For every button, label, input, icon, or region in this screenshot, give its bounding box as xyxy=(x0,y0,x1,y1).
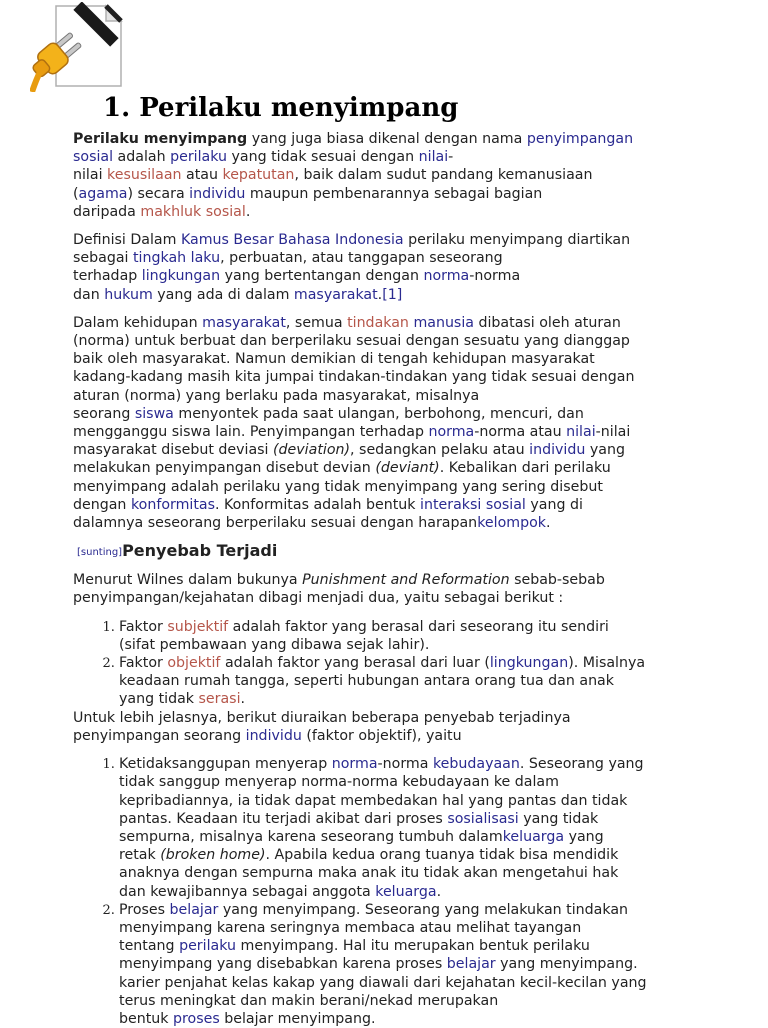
text: . xyxy=(436,883,442,900)
edit-section-link[interactable]: [sunting] xyxy=(77,547,123,559)
text: nilai xyxy=(73,167,108,184)
link-kebudayaan[interactable]: kebudayaan xyxy=(432,756,520,773)
text: sempurna, misalnya karena seseorang tumbuh dalam xyxy=(119,828,503,845)
text: dan xyxy=(73,286,105,303)
text: , perbuatan, atau tanggapan seseorang xyxy=(220,250,503,267)
section-paragraph xyxy=(73,709,713,745)
text: Faktor xyxy=(119,618,168,635)
link-konformitas[interactable]: konformitas xyxy=(130,496,215,513)
text: yang tidak xyxy=(518,810,599,827)
text: ) secara xyxy=(127,185,190,202)
definition-paragraph xyxy=(73,231,713,304)
text-line: keadaan rumah tangga, seperti hubungan antara orang tua dan anak xyxy=(119,673,614,690)
text: - xyxy=(448,149,454,166)
text: daripada xyxy=(73,203,141,220)
link-kesusilaan[interactable]: kesusilaan xyxy=(107,167,182,184)
text-line: (sifat pembawaan yang dibawa sejak lahir). xyxy=(119,636,430,653)
text-line: kepribadiannya, ia tidak dapat membedakan hal yang pantas dan tidak xyxy=(119,792,628,809)
link-tindakan[interactable]: tindakan xyxy=(347,314,409,331)
link-nilai[interactable]: nilai xyxy=(418,149,449,166)
link-individu[interactable]: individu xyxy=(189,185,246,202)
text: pantas. Keadaan itu terjadi akibat dari proses xyxy=(119,810,448,827)
society-paragraph xyxy=(73,314,713,532)
link-kepatutan[interactable]: kepatutan xyxy=(222,167,295,184)
section-title: Penyebab Terjadi xyxy=(122,541,278,561)
text: ( xyxy=(73,185,79,202)
text: retak xyxy=(119,847,161,864)
link-masyarakat[interactable]: masyarakat xyxy=(293,286,378,303)
text: Ketidaksanggupan menyerap xyxy=(119,756,332,773)
text-line: terus meningkat dan makin berani/nekad merupakan xyxy=(119,992,499,1009)
link-lingkungan[interactable]: lingkungan xyxy=(489,655,569,672)
text-line: menyimpang karena seringnya membaca atau melihat tayangan xyxy=(119,919,582,936)
bold-term: Perilaku menyimpang xyxy=(73,131,248,147)
link-objektif[interactable]: objektif xyxy=(167,655,221,672)
text: seorang xyxy=(73,405,135,422)
cause-list xyxy=(73,755,713,1028)
text: . xyxy=(545,515,551,532)
text: yang bertentangan dengan xyxy=(220,268,424,285)
link-kelompok[interactable]: kelompok xyxy=(477,515,546,532)
link-manusia[interactable]: manusia xyxy=(413,314,474,331)
text: . Kebalikan dari perilaku xyxy=(439,460,611,477)
text: ). Misalnya xyxy=(568,655,646,672)
link-tingkah-laku[interactable]: tingkah laku xyxy=(132,250,221,267)
text: dengan xyxy=(73,496,131,513)
article xyxy=(73,88,713,1028)
link-norma[interactable]: norma xyxy=(331,756,378,773)
text: melakukan penyimpangan disebut devian xyxy=(73,460,376,477)
italic-term: (deviant) xyxy=(375,460,440,477)
link-keluarga[interactable]: keluarga xyxy=(502,828,565,845)
link-norma[interactable]: norma xyxy=(423,268,470,285)
text: , semua xyxy=(285,314,348,331)
text: -nilai xyxy=(595,424,631,441)
link-subjektif[interactable]: subjektif xyxy=(167,618,229,635)
text-line: aturan (norma) yang berlaku pada masyarakat, misalnya xyxy=(73,387,480,404)
list-item xyxy=(119,654,713,709)
link-siswa[interactable]: siswa xyxy=(134,405,174,422)
list-item xyxy=(119,618,713,654)
link-individu[interactable]: individu xyxy=(529,442,586,459)
text-line: menyimpang adalah perilaku yang tidak menyimpang yang sering disebut xyxy=(73,478,603,495)
text: dan kewajibannya sebagai anggota xyxy=(119,883,376,900)
section-heading xyxy=(73,540,713,564)
text: . Seseorang yang xyxy=(519,756,644,773)
link-sosialisasi[interactable]: sosialisasi xyxy=(447,810,519,827)
text-line: karier penjahat kelas kakap yang diawali dari kejahatan kecil-kecilan yang xyxy=(119,974,647,991)
link-proses[interactable]: proses xyxy=(173,1010,220,1027)
link-serasi[interactable]: serasi xyxy=(198,691,241,708)
text: yang tidak sesuai dengan xyxy=(227,149,419,166)
text: atau xyxy=(181,167,223,184)
list-item xyxy=(119,755,713,901)
text: maupun pembenarannya sebagai bagian xyxy=(245,185,543,202)
link-individu[interactable]: individu xyxy=(245,727,302,744)
list-item xyxy=(119,901,713,1028)
link-belajar[interactable]: belajar xyxy=(169,901,219,918)
article-title: 1. Perilaku menyimpang xyxy=(103,93,459,123)
text: adalah faktor yang berasal dari seseorang itu sendiri xyxy=(228,618,609,635)
text: -norma atau xyxy=(474,424,567,441)
intro-paragraph xyxy=(73,130,713,221)
text-line: (norma) untuk berbuat dan berperilaku sesuai dengan sesuatu yang dianggap xyxy=(73,333,630,350)
text: menyontek pada saat ulangan, berbohong, mencuri, dan xyxy=(173,405,584,422)
link-hukum[interactable]: hukum xyxy=(104,286,153,303)
text: . xyxy=(240,691,246,708)
text: . xyxy=(245,203,251,220)
link-kbbi[interactable]: Kamus Besar Bahasa Indonesia xyxy=(180,232,404,249)
link-perilaku[interactable]: perilaku xyxy=(179,938,236,955)
text: mengganggu siswa lain. Penyimpangan terhadap xyxy=(73,424,429,441)
link-lingkungan[interactable]: lingkungan xyxy=(141,268,221,285)
link-nilai[interactable]: nilai xyxy=(566,424,596,441)
text: menyimpang yang disebabkan karena proses xyxy=(119,956,447,973)
link-keluarga[interactable]: keluarga xyxy=(375,883,437,900)
text: perilaku menyimpang diartikan xyxy=(403,232,631,249)
text: -norma xyxy=(377,756,433,773)
text: adalah faktor yang berasal dari luar ( xyxy=(220,655,490,672)
text: . Konformitas adalah bentuk xyxy=(215,496,421,513)
reference-link[interactable]: [1] xyxy=(382,286,403,303)
text: masyarakat disebut deviasi xyxy=(73,442,274,459)
text: sebagai xyxy=(73,250,133,267)
text: dalamnya seseorang berperilaku sesuai dengan harapan xyxy=(73,515,478,532)
text: yang tidak xyxy=(119,691,199,708)
text-line: baik oleh masyarakat. Namun demikian di tengah kehidupan masyarakat xyxy=(73,351,595,368)
text: yang menyimpang. Seseorang yang melakukan tindakan xyxy=(218,901,629,918)
italic-term: Punishment and Reformation xyxy=(302,572,510,589)
link-makhluk-sosial[interactable]: makhluk sosial xyxy=(140,203,246,220)
section-paragraph xyxy=(73,571,713,607)
text-line: kadang-kadang masih kita jumpai tindakan-tindakan yang tidak sesuai dengan xyxy=(73,369,635,386)
text: yang xyxy=(585,442,625,459)
text: Proses xyxy=(119,901,170,918)
text: dibatasi oleh aturan xyxy=(473,314,621,331)
text-line: Untuk lebih jelasnya, berikut diuraikan beberapa penyebab terjadinya xyxy=(73,709,571,726)
text: yang menyimpang. xyxy=(495,956,638,973)
text: menyimpang. Hal itu merupakan bentuk perilaku xyxy=(235,938,590,955)
text: penyimpangan seorang xyxy=(73,727,246,744)
text-line: anaknya dengan sempurna maka anak itu tidak akan mengetahui hak xyxy=(119,865,619,882)
text: yang di xyxy=(525,496,583,513)
text: -norma xyxy=(469,268,521,285)
factor-list xyxy=(73,618,713,709)
text: sebab-sebab xyxy=(509,572,605,589)
text: . Apabila kedua orang tuanya tidak bisa mendidik xyxy=(265,847,619,864)
missing-plugin-icon xyxy=(30,2,125,92)
italic-term: (broken home) xyxy=(160,847,266,864)
link-agama[interactable]: agama xyxy=(78,185,128,202)
link-penyimpangan[interactable]: penyimpangan xyxy=(526,131,634,147)
link-belajar[interactable]: belajar xyxy=(446,956,496,973)
text: . xyxy=(377,286,383,303)
text: Dalam kehidupan xyxy=(73,314,203,331)
text: belajar menyimpang. xyxy=(219,1010,376,1027)
link-masyarakat[interactable]: masyarakat xyxy=(202,314,286,331)
text: (faktor objektif), yaitu xyxy=(301,727,462,744)
text: Faktor xyxy=(119,655,168,672)
text: yang juga biasa dikenal dengan nama xyxy=(247,131,527,147)
link-perilaku[interactable]: perilaku xyxy=(170,149,228,166)
text: terhadap xyxy=(73,268,142,285)
text: , sedangkan pelaku atau xyxy=(350,442,530,459)
text-line: tidak sanggup menyerap norma-norma kebudayaan ke dalam xyxy=(119,774,559,791)
link-sosial[interactable]: sosial xyxy=(73,149,114,166)
text-line: penyimpangan/kejahatan dibagi menjadi dua, yaitu sebagai berikut : xyxy=(73,590,564,607)
text: yang xyxy=(564,828,604,845)
text: , baik dalam sudut pandang kemanusiaan xyxy=(294,167,593,184)
text: Definisi Dalam xyxy=(73,232,181,249)
text: Menurut Wilnes dalam bukunya xyxy=(73,572,303,589)
text: bentuk xyxy=(119,1010,174,1027)
text: tentang xyxy=(119,938,180,955)
link-interaksi-sosial[interactable]: interaksi sosial xyxy=(420,496,526,513)
italic-term: (deviation) xyxy=(273,442,351,459)
text: yang ada di dalam xyxy=(152,286,294,303)
link-norma[interactable]: norma xyxy=(428,424,475,441)
text: adalah xyxy=(113,149,171,166)
